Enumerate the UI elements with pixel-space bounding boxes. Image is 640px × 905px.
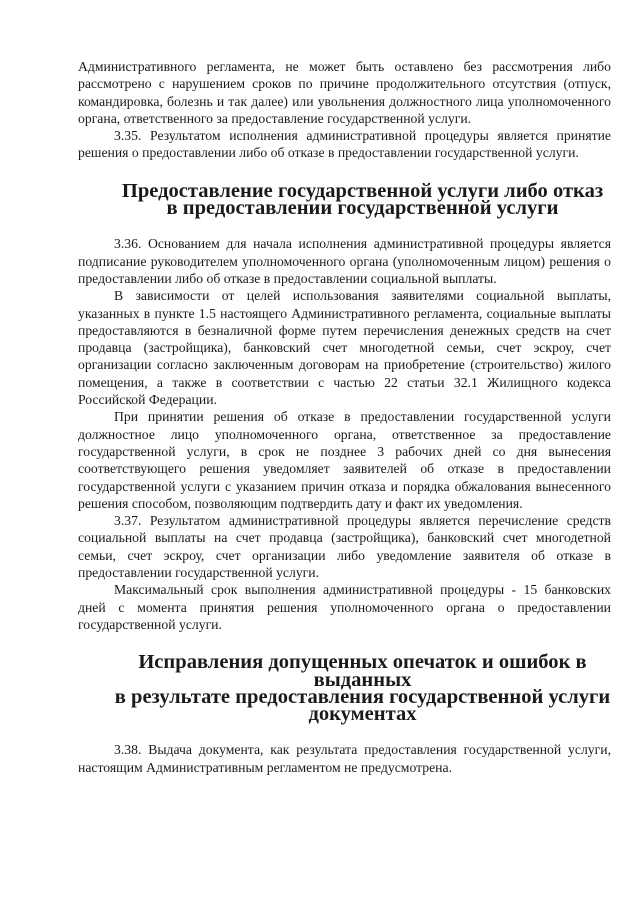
document-page [78,58,611,776]
paragraph-3-36: 3.36. Основанием для начала исполнения административной процедуры является подписание руководителем уполномоченного органа (уполномоченным лицом) решения о предоставлении либо об отказе в предоставлении социальной выплаты. [78,236,611,286]
section-heading-corrections [78,651,611,726]
section-heading-provision-line2: в предоставлении государственной услуги [166,197,559,220]
paragraph-3-37: 3.37. Результатом административной процедуры является перечисление средств социальной выплаты на счет продавца (застройщика), банковский счет многодетной семьи, счет эскроу, счет организации либо уведомление заявителя об отказе в предоставлении государственной услуги. [78,513,611,581]
section-heading-corrections-line3: документах [308,703,417,726]
paragraph-3-38: 3.38. Выдача документа, как результата предоставления государственной услуги, настоящим Административным регламентом не предусмотрена. [78,742,611,775]
paragraph-payment-forms: В зависимости от целей использования заявителями социальной выплаты, указанных в пункте 1.5 настоящего Административного регламента, социальные выплаты предоставляются в безналичной форме путем перечисления денежных средств на счет продавца (застройщика), банковский счет многодетной семьи, счет эскроу, счет организации согласно заключенным договорам на приобретение (строительство) жилого помещения, а также в соответствии с частью 22 статьи 32.1 Жилищного кодекса Российской Федерации. [78,288,611,408]
paragraph-refusal-notice: При принятии решения об отказе в предоставлении государственной услуги должностное лицо уполномоченного органа, ответственное за предоставление государственной услуги, в срок не позднее 3 рабочих дней со дня вынесения соответствующего решения уведомляет заявителей об отказе в предоставлении государственной услуги с указанием причин отказа и порядка обжалования вынесенного решения способом, позволяющим подтвердить дату и факт их уведомления. [78,409,611,511]
section-heading-corrections-line2: в результате предоставления государственной услуги [114,685,611,708]
paragraph-continuation: Административного регламента, не может быть оставлено без рассмотрения либо рассмотрено с нарушением сроков по причине продолжительного отсутствия (отпуск, командировка, болезнь и так далее) или увольнения должностного лица уполномоченного органа, ответственного за предоставление государственной услуги. [78,59,611,126]
paragraph-3-35: 3.35. Результатом исполнения административной процедуры является принятие решения о предоставлении либо об отказе в предоставлении государственной услуги. [78,128,611,161]
section-heading-provision-line1: Предоставление государственной услуги либо отказ [121,179,604,202]
section-heading-provision [78,179,611,220]
paragraph-max-term: Максимальный срок выполнения административной процедуры - 15 банковских дней с момента принятия решения уполномоченного органа о предоставлении государственной услуги. [78,582,611,632]
section-heading-corrections-line1: Исправления допущенных опечаток и ошибок в выданных [138,651,587,691]
